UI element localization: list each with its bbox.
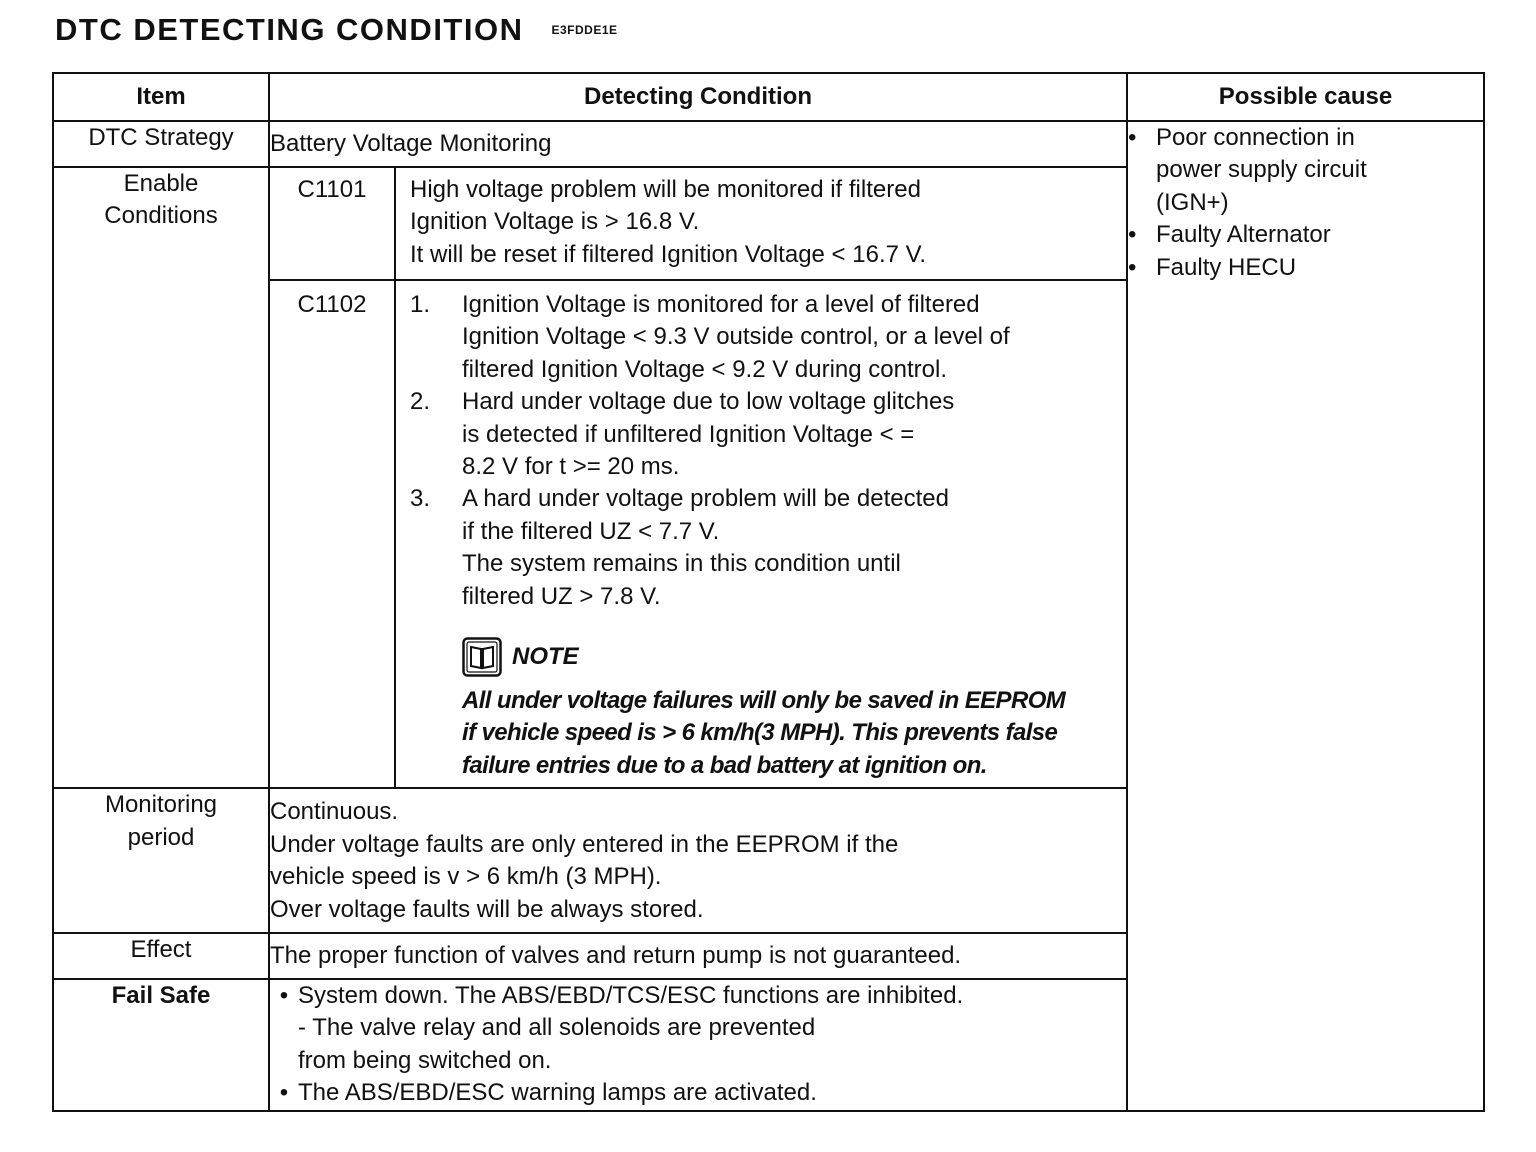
- monitoring-line: Continuous.: [270, 798, 399, 826]
- fail-safe-line: - The valve relay and all solenoids are prevented: [298, 1014, 816, 1042]
- note-line: failure entries due to a bad battery at ignition on.: [462, 751, 987, 779]
- cause-item-alternator: [1128, 219, 1483, 251]
- dtc-table: [52, 72, 1485, 1112]
- monitoring-label-line: period: [127, 823, 195, 851]
- bullet-icon: •: [1128, 221, 1137, 249]
- cause-line: Faulty HECU: [1156, 253, 1297, 281]
- book-icon: [462, 637, 502, 677]
- effect-label: Effect: [53, 933, 269, 979]
- c1102-line: filtered Ignition Voltage < 9.2 V during control.: [462, 355, 947, 383]
- bullet-icon: •: [1128, 124, 1137, 151]
- document-code: E3FDDE1E: [551, 22, 618, 37]
- header-condition: Detecting Condition: [269, 73, 1127, 121]
- cause-item-hecu: [1128, 252, 1483, 284]
- c1102-line: The system remains in this condition until: [462, 550, 901, 578]
- c1101-line: High voltage problem will be monitored if filtered: [410, 176, 921, 203]
- item-number: 2.: [410, 388, 431, 416]
- monitoring-line: vehicle speed is v > 6 km/h (3 MPH).: [270, 863, 662, 891]
- note-line: All under voltage failures will only be saved in EEPROM: [462, 687, 1066, 715]
- cause-line: Poor connection in: [1156, 124, 1355, 151]
- note-header: [462, 637, 1112, 677]
- c1102-item-2: [410, 386, 1112, 483]
- c1101-line: It will be reset if filtered Ignition Voltage < 16.7 V.: [410, 240, 927, 268]
- fail-safe-line: The ABS/EBD/ESC warning lamps are activated.: [298, 1079, 817, 1107]
- c1102-code: C1102: [270, 280, 395, 787]
- cause-line: Faulty Alternator: [1156, 221, 1331, 249]
- monitoring-line: Under voltage faults are only entered in the EEPROM if the: [270, 830, 899, 858]
- fail-safe-line: System down. The ABS/EBD/TCS/ESC functions are inhibited.: [298, 981, 964, 1009]
- fail-safe-line: from being switched on.: [298, 1046, 552, 1074]
- enable-subtable: [270, 168, 1126, 787]
- note-label: NOTE: [512, 642, 579, 670]
- strategy-value: [269, 121, 1127, 167]
- strategy-row: [53, 121, 1484, 167]
- enable-label-line: Enable: [123, 170, 199, 197]
- c1102-line: filtered UZ > 7.8 V.: [462, 582, 661, 610]
- header-cause: Possible cause: [1127, 73, 1484, 121]
- effect-value-text: The proper function of valves and return pump is not guaranteed.: [270, 941, 962, 969]
- c1102-line: Ignition Voltage is monitored for a level of filtered: [462, 291, 980, 318]
- c1102-item-1: [410, 289, 1112, 386]
- cause-item-power-supply: [1128, 122, 1483, 219]
- fail-safe-value: [269, 979, 1127, 1111]
- strategy-label: DTC Strategy: [53, 121, 269, 167]
- c1102-description: [395, 280, 1126, 787]
- c1101-line: Ignition Voltage is > 16.8 V.: [410, 208, 700, 236]
- header-item: Item: [53, 73, 269, 121]
- monitoring-label: [53, 788, 269, 933]
- item-number: 3.: [410, 485, 431, 513]
- enable-conditions-label: [53, 167, 269, 788]
- c1102-line: is detected if unfiltered Ignition Voltage < =: [462, 420, 915, 448]
- c1102-line: A hard under voltage problem will be detected: [462, 485, 949, 513]
- possible-cause-cell: [1127, 121, 1484, 1111]
- bullet-icon: •: [279, 981, 289, 1009]
- c1102-row: [270, 280, 1126, 787]
- c1102-line: Ignition Voltage < 9.3 V outside control, or a level of: [462, 323, 1010, 351]
- fail-safe-list: [270, 980, 1126, 1110]
- bullet-icon: •: [1128, 253, 1137, 281]
- c1102-item-3: [410, 483, 1112, 613]
- c1101-row: [270, 168, 1126, 280]
- item-number: 1.: [410, 291, 431, 318]
- note-line: if vehicle speed is > 6 km/h(3 MPH). This prevents false: [462, 719, 1058, 747]
- cause-line: (IGN+): [1156, 188, 1229, 216]
- page-title: [55, 10, 618, 52]
- c1101-description: [395, 168, 1126, 280]
- cause-list: [1128, 122, 1483, 284]
- monitoring-line: Over voltage faults will be always stored.: [270, 895, 704, 923]
- effect-value: [269, 933, 1127, 979]
- note-body: [462, 685, 1112, 782]
- title-text: DTC DETECTING CONDITION: [55, 12, 524, 47]
- enable-label-line: Conditions: [104, 202, 218, 230]
- fail-safe-item-2: [270, 1077, 1126, 1109]
- c1102-line: 8.2 V for t >= 20 ms.: [462, 453, 680, 481]
- strategy-value-text: Battery Voltage Monitoring: [270, 129, 552, 157]
- bullet-icon: •: [279, 1079, 289, 1107]
- c1101-code: C1101: [270, 168, 395, 280]
- c1102-line: if the filtered UZ < 7.7 V.: [462, 517, 720, 545]
- monitoring-value: [269, 788, 1127, 933]
- fail-safe-label: Fail Safe: [53, 979, 269, 1111]
- cause-line: power supply circuit: [1156, 156, 1367, 184]
- c1102-line: Hard under voltage due to low voltage glitches: [462, 388, 955, 416]
- enable-conditions-cell: [269, 167, 1127, 788]
- header-row: [53, 73, 1484, 121]
- fail-safe-item-1: [270, 980, 1126, 1077]
- monitoring-label-line: Monitoring: [104, 791, 218, 819]
